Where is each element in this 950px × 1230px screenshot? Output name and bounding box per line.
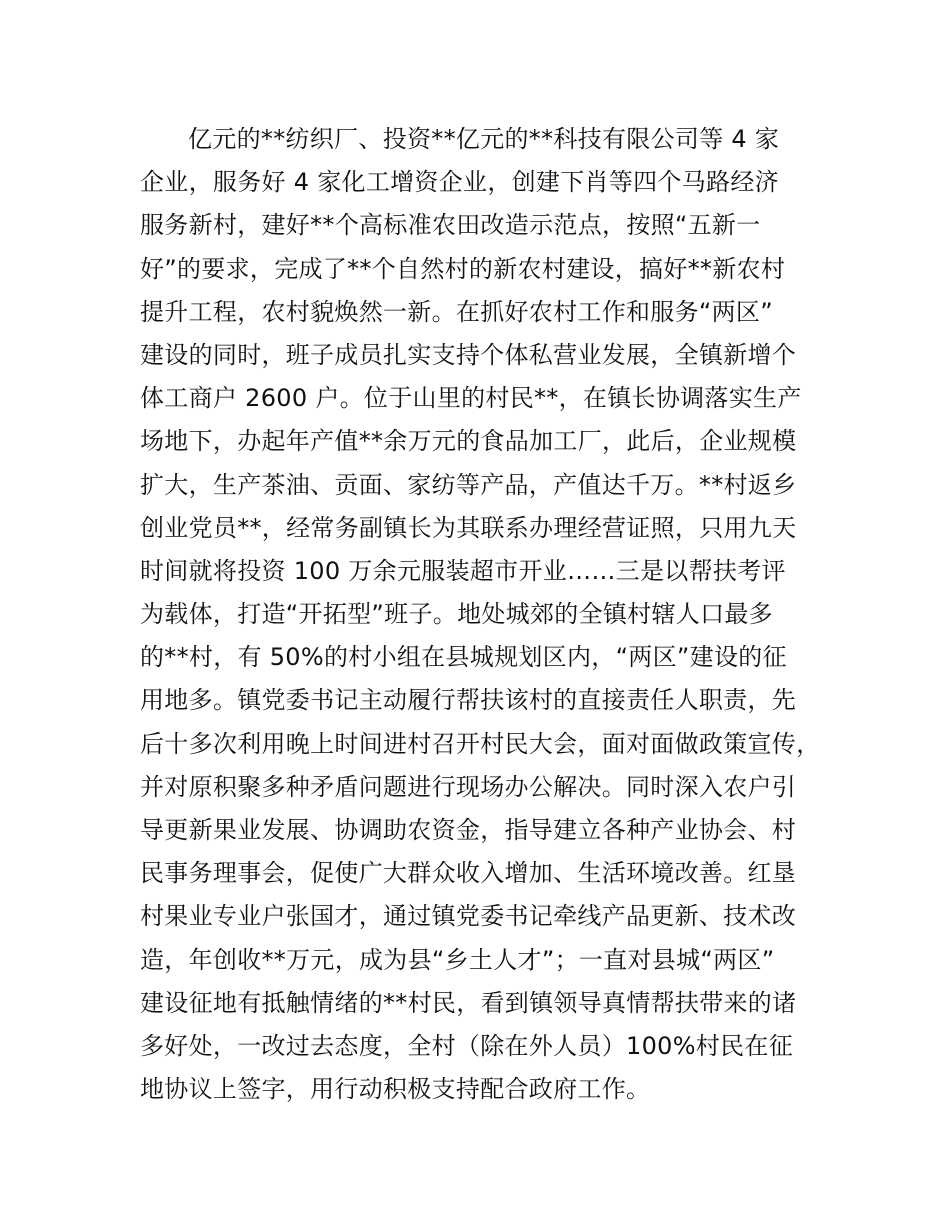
text-line: 导更新果业发展、协调助农资金，指导建立各种产业协会、村 — [140, 816, 797, 844]
text-line: 的**村，有 50%的村小组在县城规划区内，“两区”建设的征 — [140, 643, 787, 672]
text-line: 地协议上签字，用行动积极支持配合政府工作。 — [140, 1075, 651, 1104]
text-line: 民事务理事会，促使广大群众收入增加、生活环境改善。红垦 — [140, 859, 797, 888]
text-line: 提升工程，农村貌焕然一新。在抓好农村工作和服务“两区” — [140, 297, 773, 326]
text-line: 为载体，打造“开拓型”班子。地处城郊的全镇村辖人口最多 — [140, 600, 773, 629]
text-line: 场地下，办起年产值**余万元的食品加工厂，此后，企业规模 — [140, 427, 797, 456]
text-line: 用地多。镇党委书记主动履行帮扶该村的直接责任人职责，先 — [140, 686, 797, 715]
text-line: 扩大，生产茶油、贡面、家纺等产品，产值达千万。**村返乡 — [140, 470, 797, 499]
text-line: 体工商户 2600 户。位于山里的村民**，在镇长协调落实生产 — [140, 384, 802, 413]
text-line: 建设的同时，班子成员扎实支持个体私营业发展，全镇新增个 — [140, 340, 797, 369]
text-line: 建设征地有抵触情绪的**村民，看到镇领导真情帮扶带来的诸 — [140, 988, 797, 1017]
text-line: 村果业专业户张国才，通过镇党委书记牵线产品更新、技术改 — [140, 902, 797, 931]
text-line: 服务新村，建好**个高标准农田改造示范点，按照“五新一 — [140, 211, 761, 240]
text-line: 好”的要求，完成了**个自然村的新农村建设，搞好**新农村 — [140, 254, 786, 283]
text-line: 多好处，一改过去态度，全村（除在外人员）100%村民在征 — [140, 1031, 794, 1060]
text-line: 创业党员**，经常务副镇长为其联系办理经营证照，只用九天 — [140, 513, 797, 542]
text-line: 并对原积聚多种矛盾问题进行现场办公解决。同时深入农户引 — [140, 772, 797, 801]
text-line: 时间就将投资 100 万余元服装超市开业……三是以帮扶考评 — [140, 556, 786, 585]
text-line: 造，年创收**万元，成为县“乡土人才”；一直对县城“两区” — [140, 945, 775, 974]
text-line: 亿元的**纺织厂、投资**亿元的**科技有限公司等 4 家 — [188, 125, 780, 153]
text-line: 企业，服务好 4 家化工增资企业，创建下肖等四个马路经济 — [140, 168, 779, 197]
body-paragraph — [140, 118, 840, 1111]
text-line: 后十多次利用晚上时间进村召开村民大会，面对面做政策宣传， — [140, 729, 821, 758]
